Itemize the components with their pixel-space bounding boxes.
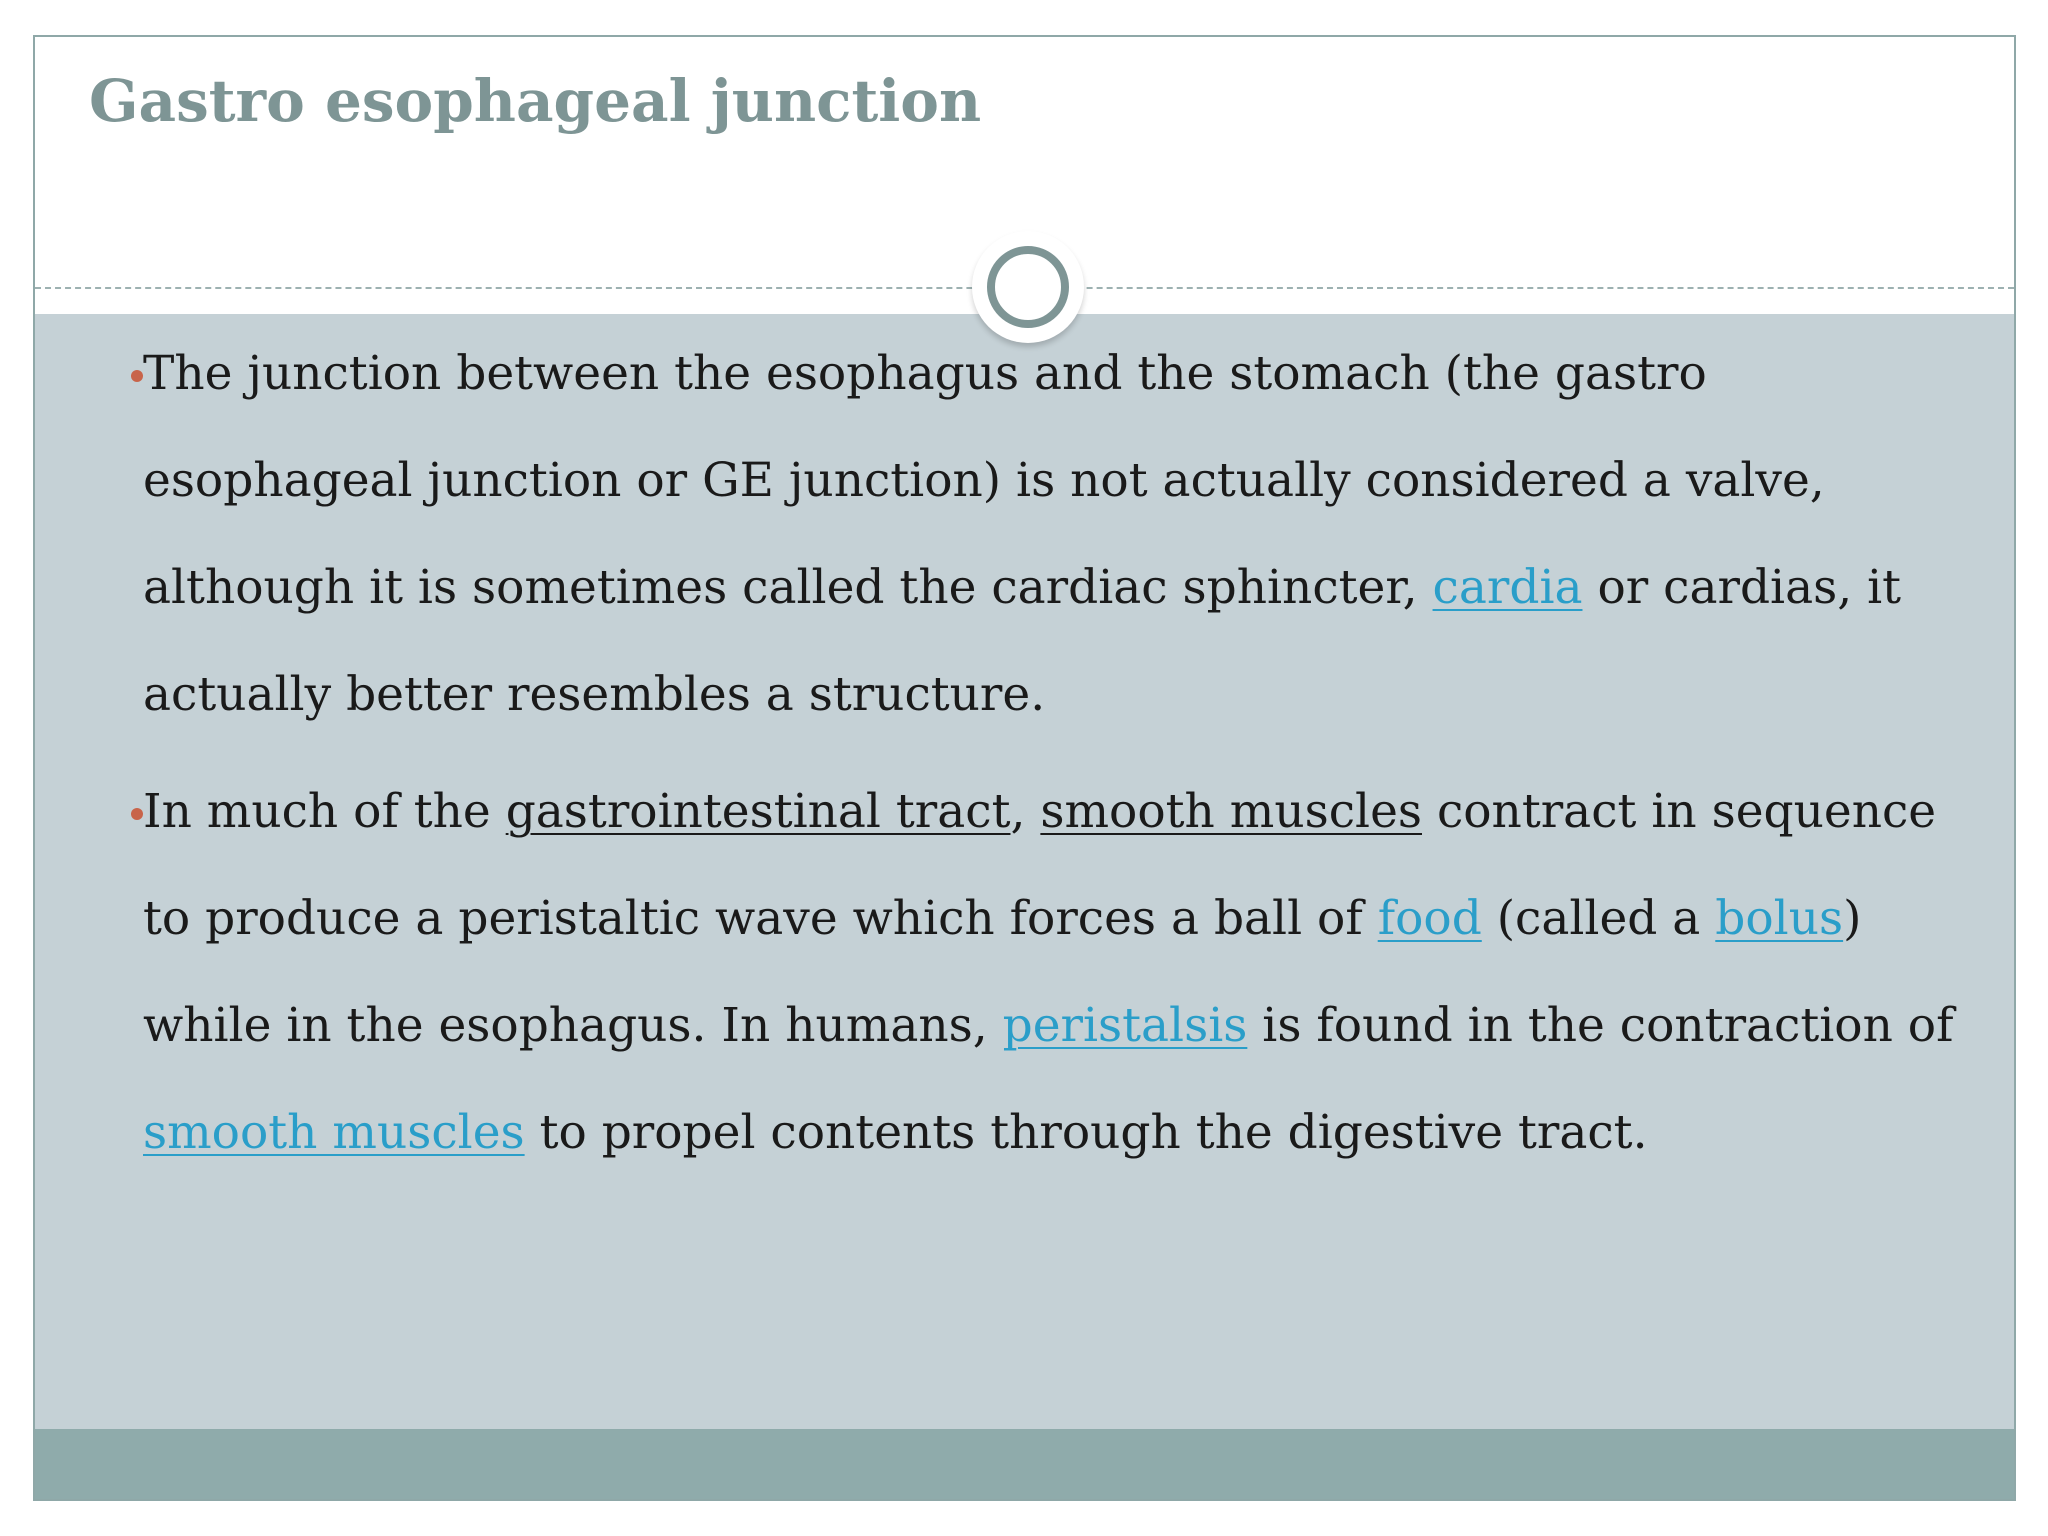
link-smooth-muscles[interactable]: smooth muscles: [143, 1105, 525, 1160]
slide-title: Gastro esophageal junction: [89, 67, 982, 135]
bullet-text: (called a: [1481, 891, 1716, 946]
bullet-text: ) while in the esophagus. In humans,: [143, 891, 1862, 1053]
bullet-dot-icon: [131, 370, 143, 382]
bullet-item-ge-junction: [107, 320, 1987, 748]
bullet-item-peristalsis: [107, 758, 1987, 1186]
underlined-smooth-muscles: smooth muscles: [1040, 784, 1422, 839]
slide-frame: [33, 35, 2016, 1501]
bullet-text: is found in the contraction of: [1247, 998, 1954, 1053]
link-peristalsis[interactable]: peristalsis: [1002, 998, 1248, 1053]
bullet-text: In much of the: [143, 784, 506, 839]
bullet-text: or cardias, it actually better resembles a structure.: [143, 560, 1902, 722]
bullet-text: The junction between the esophagus and the stomach (the gastro esophageal junction or GE junction) is not actually considered a valve, although it is sometimes called the cardiac sphincter,: [143, 346, 1825, 615]
link-bolus[interactable]: bolus: [1715, 891, 1844, 946]
bullet-dot-icon: [131, 808, 143, 820]
bullet-text: to propel contents through the digestive tract.: [524, 1105, 1648, 1160]
bullet-text: ,: [1010, 784, 1041, 839]
bullet-text: contract in sequence to produce a peristaltic wave which forces a ball of: [143, 784, 1937, 946]
footer-band: [35, 1429, 2014, 1499]
link-food[interactable]: food: [1377, 891, 1482, 946]
link-cardia[interactable]: cardia: [1432, 560, 1583, 615]
underlined-gastrointestinal-tract: gastrointestinal tract: [505, 784, 1011, 839]
bullet-list: [107, 320, 1987, 1196]
